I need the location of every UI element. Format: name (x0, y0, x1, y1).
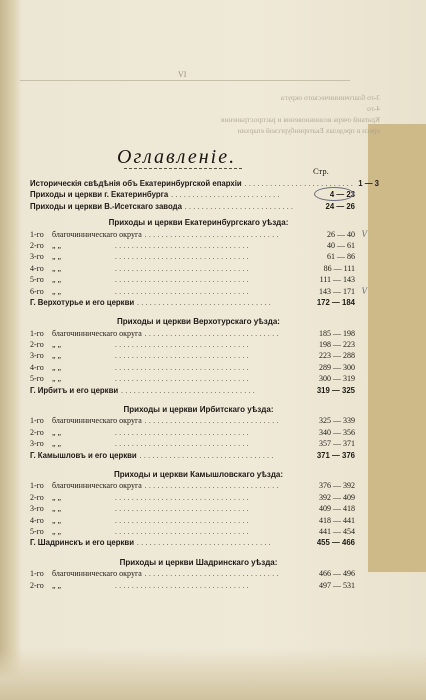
row-ordinal: 5-го (30, 374, 44, 384)
bleed-through-text (200, 92, 380, 136)
bleed-line: ереси в пределах Екатеринбургской епархии (237, 126, 380, 135)
row-ordinal: 5-го (30, 275, 44, 285)
city-entry-label: Г. Верхотурье и его церкви (30, 297, 135, 307)
row-pages: 289 — 300 (319, 362, 355, 372)
row-ditto: „ „ (52, 504, 62, 514)
toc-row (30, 263, 355, 274)
toc-row (30, 228, 367, 240)
row-ordinal: 6-го (30, 286, 44, 296)
section-heading: Приходы и церкви Екатеринбургскаго уѣзда: (108, 218, 289, 228)
toc-row (30, 580, 355, 591)
handwritten-check-mark: V (361, 228, 367, 239)
row-text: благочинническаго округа (52, 416, 142, 426)
dot-leader: ................................ (144, 482, 281, 491)
toc-city-entry (30, 297, 355, 308)
toc-row (30, 415, 355, 426)
toc-entry-label: Приходы и церкви г. Екатеринбурга (30, 190, 169, 200)
section-heading: Приходы и церкви Верхотурскаго уѣзда: (117, 317, 280, 327)
toc-row (30, 503, 355, 514)
row-ditto: „ „ (52, 374, 62, 384)
row-ordinal: 3-го (30, 351, 44, 361)
row-pages: 325 — 339 (319, 416, 355, 426)
toc-row (30, 285, 367, 297)
dot-leader: ................................ (115, 276, 251, 285)
row-pages: 111 — 143 (319, 275, 355, 285)
row-pages: 409 — 418 (319, 504, 355, 514)
row-ordinal: 1-го (30, 481, 44, 491)
row-ordinal: 2-го (30, 580, 44, 590)
row-ditto: „ „ (52, 263, 62, 273)
row-pages: 497 — 531 (319, 580, 355, 590)
dot-leader: ................................ (144, 417, 281, 426)
row-ditto: „ „ (52, 275, 62, 285)
row-ditto: „ „ (52, 492, 62, 502)
row-text: благочинническаго округа (52, 229, 142, 239)
dot-leader: ................................ (115, 516, 251, 525)
row-ordinal: 1-го (30, 569, 44, 579)
toc-entry (30, 189, 355, 200)
row-ordinal: 1-го (30, 416, 44, 426)
row-ordinal: 4-го (30, 362, 44, 372)
row-ditto: „ „ (52, 580, 62, 590)
row-pages: 441 — 454 (319, 526, 355, 536)
section-heading: Приходы и церкви Камышловскаго уѣзда: (113, 469, 284, 479)
toc-row (30, 373, 355, 384)
toc-row (30, 350, 355, 361)
row-ditto: „ „ (52, 340, 62, 350)
row-pages: 185 — 198 (319, 328, 355, 338)
toc-row (30, 240, 355, 251)
toc-row (30, 526, 355, 537)
row-pages: 26 — 40 (327, 229, 355, 239)
toc-entry-pages: 4 — 23 (329, 190, 355, 200)
dot-leader: ................................ (137, 298, 274, 307)
dot-leader: ................................ (115, 363, 251, 372)
toc-row (30, 438, 355, 449)
row-pages: 86 — 111 (323, 263, 355, 273)
row-ordinal: 2-го (30, 240, 44, 250)
row-ditto: „ „ (52, 526, 62, 536)
row-pages: 198 — 223 (319, 340, 355, 350)
row-ordinal: 1-го (30, 229, 44, 239)
dot-leader: ................................ (115, 264, 251, 273)
toc-row (30, 339, 355, 350)
row-ordinal: 1-го (30, 328, 44, 338)
toc-row (30, 515, 355, 526)
row-ordinal: 5-го (30, 526, 44, 536)
row-ordinal: 2-го (30, 427, 44, 437)
city-entry-pages: 172 — 184 (316, 297, 355, 307)
toc-city-entry (30, 450, 355, 461)
row-pages: 357 — 371 (319, 439, 355, 449)
row-ordinal: 2-го (30, 492, 44, 502)
row-pages: 340 — 356 (319, 427, 355, 437)
dot-leader: ................................ (115, 241, 251, 250)
dot-leader: ................................ (115, 341, 251, 350)
dot-leader: ................................ (115, 440, 251, 449)
row-ordinal: 2-го (30, 340, 44, 350)
section-heading: Приходы и церкви Ирбитскаго уѣзда: (123, 405, 274, 415)
page-number: VI (178, 70, 187, 79)
city-entry-pages: 371 — 376 (316, 450, 355, 460)
row-ditto: „ „ (52, 286, 62, 296)
row-text: благочинническаго округа (52, 328, 142, 338)
bleed-line: Краткий очерк возникновения и распространения (220, 115, 380, 124)
page-column-label: Стр. (313, 166, 329, 176)
toc-entry (30, 178, 380, 189)
row-pages: 466 — 496 (319, 569, 355, 579)
toc-row (30, 251, 355, 262)
row-ditto: „ „ (52, 439, 62, 449)
dot-leader: ................................ (115, 352, 251, 361)
section-heading: Приходы и церкви Шадринскаго уѣзда: (119, 557, 278, 567)
table-of-contents (30, 178, 380, 591)
toc-row (30, 274, 355, 285)
row-ditto: „ „ (52, 240, 62, 250)
row-pages: 223 — 288 (319, 351, 355, 361)
toc-entry-pages: 1 — 3 (358, 179, 380, 188)
row-pages: 392 — 409 (319, 492, 355, 502)
toc-row (30, 427, 355, 438)
repair-tape-strip (368, 124, 426, 572)
row-pages: 61 — 86 (327, 252, 355, 262)
dot-leader: ................................ (115, 428, 251, 437)
dot-leader: ................................ (144, 329, 281, 338)
worn-bottom-edge (0, 648, 426, 700)
dot-leader: ................................ (115, 287, 251, 296)
row-pages: 300 — 319 (319, 374, 355, 384)
bleed-line: 3-го благочиннического округа (280, 93, 380, 102)
toc-city-entry (30, 385, 355, 396)
city-entry-label: Г. Ирбитъ и его церкви (30, 385, 119, 395)
row-pages: 143 — 171 (319, 286, 355, 296)
toc-row (30, 492, 355, 503)
toc-row (30, 362, 355, 373)
toc-entry-pages: 24 — 26 (325, 201, 355, 211)
city-entry-pages: 455 — 466 (316, 538, 355, 548)
bleed-line: 4-го (367, 104, 380, 113)
dot-leader: ................................ (115, 581, 251, 590)
dot-leader: ................................ (121, 386, 258, 395)
row-ordinal: 3-го (30, 504, 44, 514)
row-ditto: „ „ (52, 252, 62, 262)
row-ordinal: 4-го (30, 515, 44, 525)
toc-entry (30, 201, 355, 212)
dot-leader: ................................ (144, 570, 281, 579)
row-ditto: „ „ (52, 427, 62, 437)
row-ditto: „ „ (52, 362, 62, 372)
toc-entry-label: Историческія свѣдѣнія объ Екатеринбургской епархіи (30, 179, 242, 188)
toc-row (30, 480, 355, 491)
worn-left-edge (0, 0, 22, 700)
handwritten-check-mark: V (361, 285, 367, 296)
row-text: благочинническаго округа (52, 481, 142, 491)
toc-row (30, 568, 355, 579)
title-underline (124, 168, 242, 169)
dot-leader: .......................... (244, 180, 356, 188)
toc-city-entry (30, 537, 355, 548)
dot-leader: ................................ (115, 493, 251, 502)
dot-leader: ................................ (115, 253, 251, 262)
row-ditto: „ „ (52, 515, 62, 525)
row-pages: 418 — 441 (319, 515, 355, 525)
dot-leader: ................................ (115, 527, 251, 536)
city-entry-pages: 319 — 325 (316, 385, 355, 395)
dot-leader: ................................ (115, 505, 251, 514)
dot-leader: .......................... (171, 191, 282, 200)
dot-leader: ................................ (144, 230, 281, 239)
toc-row (30, 328, 355, 339)
page-title: Оглавленіе. (117, 146, 237, 168)
row-text: благочинническаго округа (52, 569, 142, 579)
row-pages: 40 — 61 (327, 240, 355, 250)
fold-line (20, 80, 350, 82)
row-ordinal: 3-го (30, 252, 44, 262)
row-ordinal: 4-го (30, 263, 44, 273)
toc-entry-label: Приходы и церкви В.-Исетскаго завода (30, 201, 182, 211)
city-entry-label: Г. Камышловъ и его церкви (30, 450, 137, 460)
row-pages: 376 — 392 (319, 481, 355, 491)
dot-leader: .......................... (184, 202, 296, 211)
city-entry-label: Г. Шадринскъ и его церкви (30, 538, 135, 548)
row-ordinal: 3-го (30, 439, 44, 449)
row-ditto: „ „ (52, 351, 62, 361)
dot-leader: ................................ (137, 539, 274, 548)
dot-leader: ................................ (115, 375, 251, 384)
dot-leader: ................................ (139, 451, 276, 460)
